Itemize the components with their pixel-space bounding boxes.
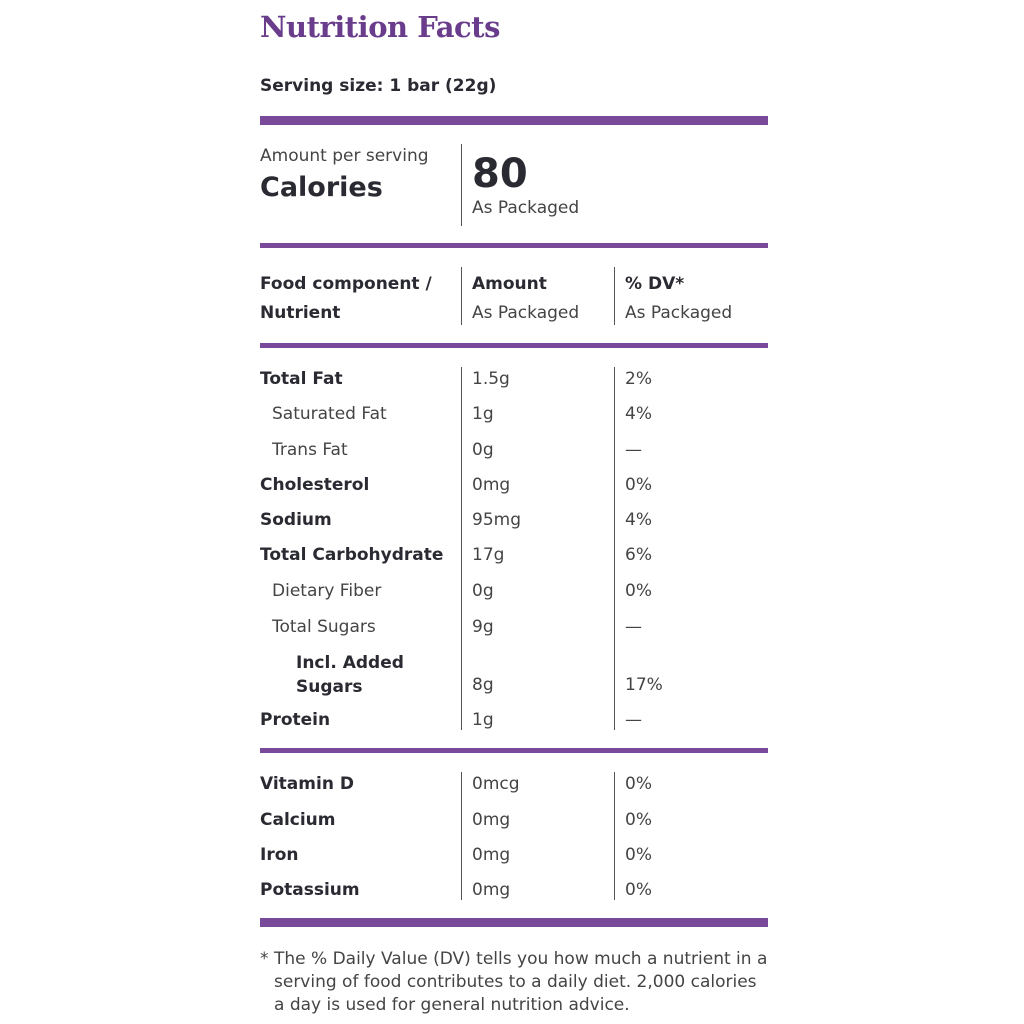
nutrient-dv: — xyxy=(625,440,642,460)
nutrient-amount: 95mg xyxy=(472,510,521,530)
nutrient-amount: 1g xyxy=(472,710,494,730)
nutrient-dv: 0% xyxy=(625,581,652,601)
divider-medium xyxy=(260,243,768,248)
nutrient-amount: 0g xyxy=(472,581,494,601)
table-row xyxy=(260,440,768,475)
calories-value: 80 xyxy=(472,151,528,197)
nutrient-dv: 4% xyxy=(625,510,652,530)
calories-label-block xyxy=(260,146,429,203)
vitamin-dv: 0% xyxy=(625,845,652,865)
divider-thick xyxy=(260,116,768,125)
footnote-text: The % Daily Value (DV) tells you how much a nutrient in a serving of food contributes to a daily diet. 2,000 calories a day is used for general nutrition advice. xyxy=(274,949,768,1015)
footnote-marker: * xyxy=(260,949,269,969)
calories-basis: As Packaged xyxy=(472,198,580,218)
nutrient-name: Incl. Added Sugars xyxy=(296,653,404,697)
table-row xyxy=(260,651,768,701)
table-row xyxy=(260,810,768,845)
calories-divider xyxy=(461,144,462,226)
divider-medium xyxy=(260,748,768,753)
table-row xyxy=(260,617,768,652)
header-amount xyxy=(472,270,579,328)
nutrient-name: Sodium xyxy=(260,510,332,530)
table-row xyxy=(260,404,768,439)
table-row xyxy=(260,774,768,809)
table-row xyxy=(260,545,768,580)
table-row xyxy=(260,710,768,745)
nutrient-dv: 0% xyxy=(625,475,652,495)
header-dv xyxy=(625,270,732,328)
nutrient-dv: 17% xyxy=(625,675,663,695)
table-row xyxy=(260,880,768,915)
table-row xyxy=(260,510,768,545)
calories-value-block xyxy=(472,150,579,218)
header-nutrient-line1: Food component / xyxy=(260,274,432,294)
nutrient-name: Total Fat xyxy=(260,369,343,389)
table-row xyxy=(260,369,768,404)
nutrient-amount: 1g xyxy=(472,404,494,424)
nutrient-name: Saturated Fat xyxy=(272,404,387,424)
table-row xyxy=(260,475,768,510)
footnote xyxy=(260,948,768,1017)
nutrient-name: Total Carbohydrate xyxy=(260,545,444,565)
nutrient-dv: 6% xyxy=(625,545,652,565)
nutrient-dv: 2% xyxy=(625,369,652,389)
nutrient-amount: 8g xyxy=(472,675,494,695)
divider-medium xyxy=(260,343,768,348)
nutrient-amount: 1.5g xyxy=(472,369,510,389)
vitamin-amount: 0mcg xyxy=(472,774,520,794)
page-title: Nutrition Facts xyxy=(260,10,500,44)
serving-size: Serving size: 1 bar (22g) xyxy=(260,76,497,96)
header-divider-1 xyxy=(461,267,462,325)
header-divider-2 xyxy=(614,267,615,325)
nutrient-amount: 17g xyxy=(472,545,505,565)
vitamin-name: Calcium xyxy=(260,810,336,830)
nutrient-dv: 4% xyxy=(625,404,652,424)
nutrient-amount: 0mg xyxy=(472,475,511,495)
nutrient-amount: 9g xyxy=(472,617,494,637)
nutrient-name: Cholesterol xyxy=(260,475,370,495)
vitamin-dv: 0% xyxy=(625,880,652,900)
table-row xyxy=(260,845,768,880)
divider-thick xyxy=(260,918,768,927)
nutrient-name: Trans Fat xyxy=(272,440,348,460)
vitamin-dv: 0% xyxy=(625,810,652,830)
header-amount-basis: As Packaged xyxy=(472,303,580,323)
vitamin-amount: 0mg xyxy=(472,810,511,830)
nutrient-name: Protein xyxy=(260,710,331,730)
vitamin-name: Iron xyxy=(260,845,299,865)
nutrient-dv: — xyxy=(625,710,642,730)
header-amount-title: Amount xyxy=(472,274,547,294)
vitamin-dv: 0% xyxy=(625,774,652,794)
vitamin-name: Potassium xyxy=(260,880,360,900)
header-nutrient xyxy=(260,270,432,328)
nutrient-dv: — xyxy=(625,617,642,637)
header-dv-title: % DV* xyxy=(625,274,685,294)
header-dv-basis: As Packaged xyxy=(625,303,733,323)
calories-label: Calories xyxy=(260,172,383,203)
vitamin-amount: 0mg xyxy=(472,880,511,900)
header-nutrient-line2: Nutrient xyxy=(260,303,341,323)
vitamin-amount: 0mg xyxy=(472,845,511,865)
nutrient-name: Dietary Fiber xyxy=(272,581,382,601)
nutrient-name: Total Sugars xyxy=(272,617,376,637)
table-row xyxy=(260,581,768,616)
amount-per-serving: Amount per serving xyxy=(260,146,429,166)
nutrient-amount: 0g xyxy=(472,440,494,460)
vitamin-name: Vitamin D xyxy=(260,774,354,794)
